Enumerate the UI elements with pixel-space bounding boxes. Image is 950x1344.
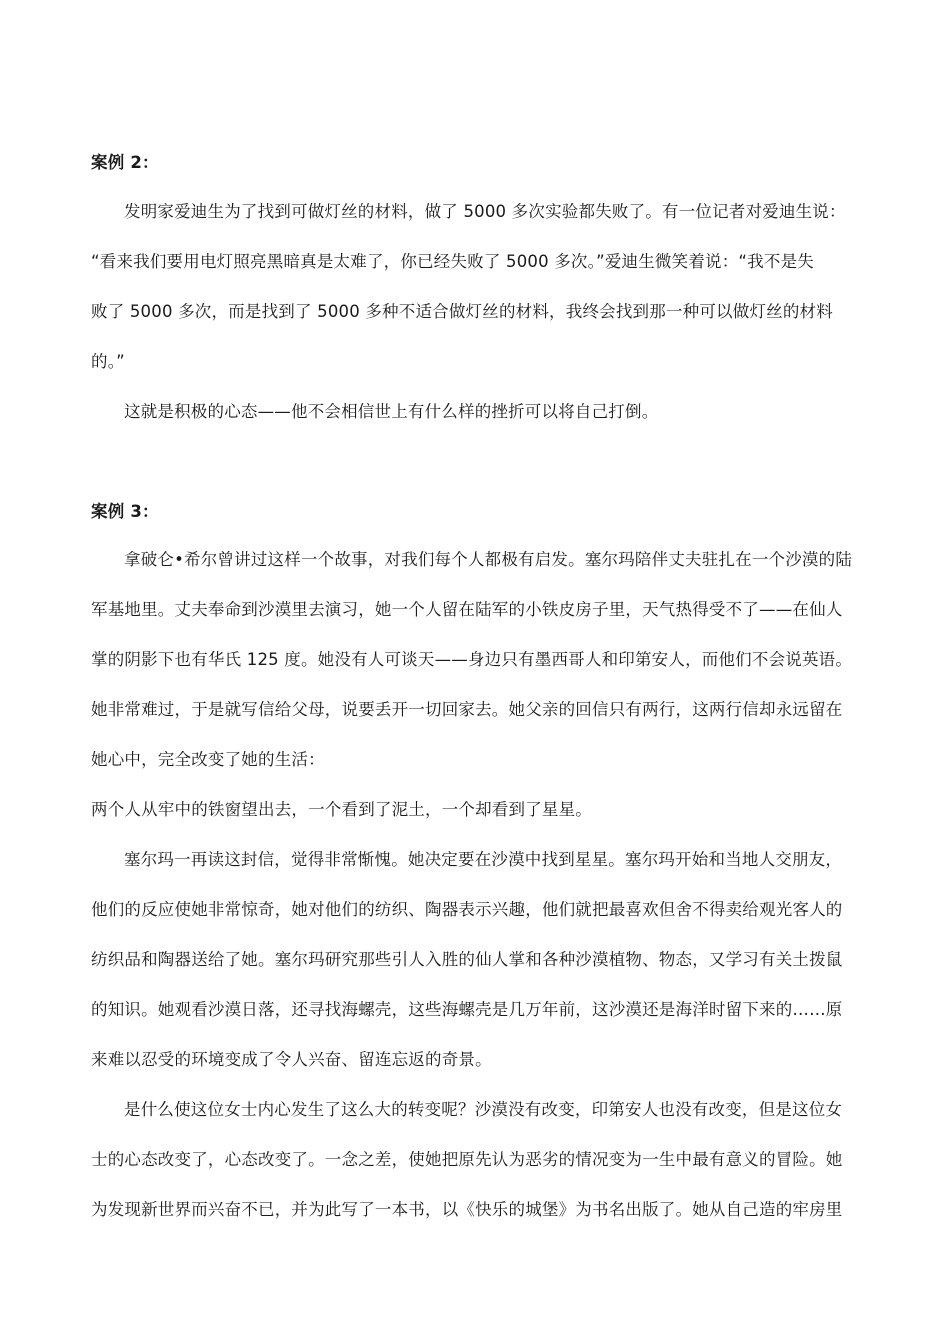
case-3-heading: 案例 3： bbox=[91, 502, 159, 521]
case-3-paragraph-3-line: 士的心态改变了，心态改变了。一念之差，使她把原先认为恶劣的情况变为一生中最有意义的冒险。她 bbox=[91, 1150, 843, 1169]
case-3-paragraph-1-line: 她非常难过，于是就写信给父母，说要丢开一切回家去。她父亲的回信只有两行，这两行信却永远留在 bbox=[91, 700, 843, 719]
case-3-paragraph-2-line: 来难以忍受的环境变成了令人兴奋、留连忘返的奇景。 bbox=[91, 1050, 492, 1069]
case-3-paragraph-1-line: 掌的阴影下也有华氏 125 度。她没有人可谈天——身边只有墨西哥人和印第安人，而他们不会说英语。 bbox=[91, 650, 853, 669]
case-2-heading: 案例 2： bbox=[91, 153, 159, 172]
case-3-quote: 两个人从牢中的铁窗望出去，一个看到了泥土，一个却看到了星星。 bbox=[91, 800, 592, 819]
case-3-paragraph-2-line: 他们的反应使她非常惊奇，她对他们的纺织、陶器表示兴趣，他们就把最喜欢但舍不得卖给观光客人的 bbox=[91, 900, 843, 919]
case-2-paragraph-1-line: 败了 5000 多次，而是找到了 5000 多种不适合做灯丝的材料，我终会找到那一种可以做灯丝的材料 bbox=[91, 302, 833, 321]
case-2-paragraph-1-line: “看来我们要用电灯照亮黑暗真是太难了，你已经失败了 5000 多次。”爱迪生微笑着说：“我不是失 bbox=[91, 252, 814, 271]
case-2-paragraph-1-line: 发明家爱迪生为了找到可做灯丝的材料，做了 5000 多次实验都失败了。有一位记者对爱迪生说： bbox=[124, 202, 846, 221]
case-2-paragraph-1-line: 的。” bbox=[91, 352, 125, 371]
case-3-paragraph-3-line: 是什么使这位女士内心发生了这么大的转变呢？沙漠没有改变，印第安人也没有改变，但是这位女 bbox=[124, 1100, 843, 1119]
case-3-paragraph-3-line: 为发现新世界而兴奋不已，并为此写了一本书，以《快乐的城堡》为书名出版了。她从自己造的牢房里 bbox=[91, 1200, 843, 1219]
case-3-paragraph-2-line: 纺织品和陶器送给了她。塞尔玛研究那些引人入胜的仙人掌和各种沙漠植物、物态，又学习有关土拨鼠 bbox=[91, 950, 843, 969]
case-3-paragraph-1-line: 军基地里。丈夫奉命到沙漠里去演习，她一个人留在陆军的小铁皮房子里，天气热得受不了——在仙人 bbox=[91, 600, 843, 619]
case-3-paragraph-2-line: 的知识。她观看沙漠日落，还寻找海螺壳，这些海螺壳是几万年前，这沙漠还是海洋时留下来的……原 bbox=[91, 1000, 843, 1019]
case-3-paragraph-1-line: 拿破仑•希尔曾讲过这样一个故事，对我们每个人都极有启发。塞尔玛陪伴丈夫驻扎在一个沙漠的陆 bbox=[124, 550, 853, 569]
case-3-paragraph-2-line: 塞尔玛一再读这封信，觉得非常惭愧。她决定要在沙漠中找到星星。塞尔玛开始和当地人交朋友， bbox=[124, 850, 843, 869]
case-2-paragraph-2-line: 这就是积极的心态——他不会相信世上有什么样的挫折可以将自己打倒。 bbox=[124, 402, 659, 421]
case-3-paragraph-1-line: 她心中，完全改变了她的生活： bbox=[91, 750, 325, 769]
